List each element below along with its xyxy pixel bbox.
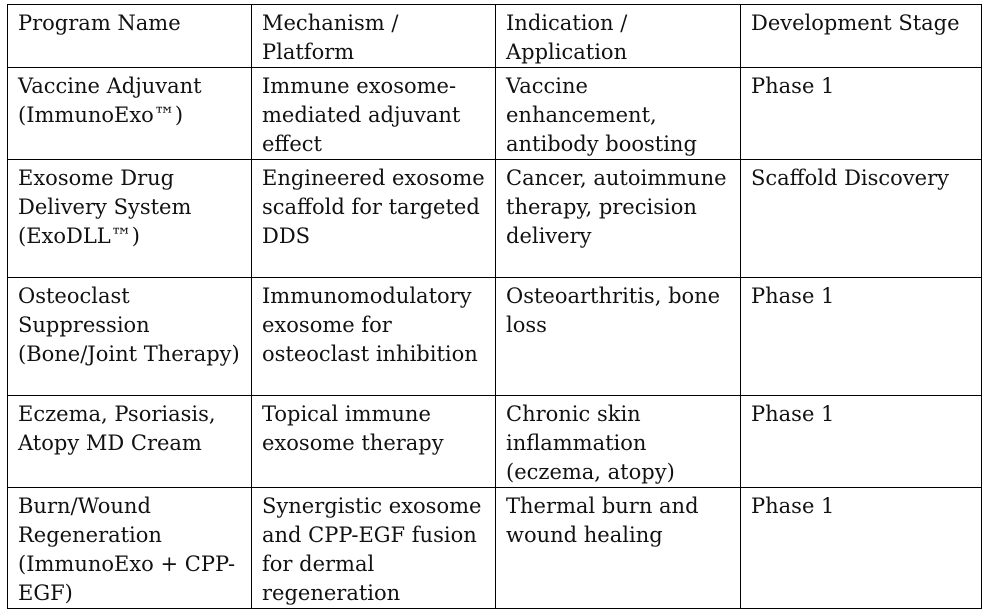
cell-program-name: Osteoclast Suppression (Bone/Joint Therapy) xyxy=(8,278,252,396)
header-mechanism-platform: Mechanism / Platform xyxy=(252,5,496,68)
cell-program-name: Burn/Wound Regeneration (ImmunoExo + CPP-EGF) xyxy=(8,488,252,609)
table-row xyxy=(8,488,982,609)
cell-stage: Phase 1 xyxy=(741,278,982,396)
cell-stage: Phase 1 xyxy=(741,68,982,160)
cell-stage: Phase 1 xyxy=(741,488,982,609)
cell-mechanism: Immune exosome-mediated adjuvant effect xyxy=(252,68,496,160)
cell-program-name: Eczema, Psoriasis, Atopy MD Cream xyxy=(8,396,252,488)
cell-program-name: Vaccine Adjuvant (ImmunoExo™) xyxy=(8,68,252,160)
cell-stage: Scaffold Discovery xyxy=(741,160,982,278)
header-program-name: Program Name xyxy=(8,5,252,68)
cell-mechanism: Engineered exosome scaffold for targeted DDS xyxy=(252,160,496,278)
pipeline-table xyxy=(7,4,982,609)
cell-indication: Chronic skin inflammation (eczema, atopy) xyxy=(496,396,741,488)
table-row xyxy=(8,278,982,396)
cell-indication: Osteoarthritis, bone loss xyxy=(496,278,741,396)
cell-indication: Cancer, autoimmune therapy, precision delivery xyxy=(496,160,741,278)
table-row xyxy=(8,68,982,160)
cell-indication: Vaccine enhancement, antibody boosting xyxy=(496,68,741,160)
table-header-row xyxy=(8,5,982,68)
header-development-stage: Development Stage xyxy=(741,5,982,68)
cell-stage: Phase 1 xyxy=(741,396,982,488)
cell-mechanism: Synergistic exosome and CPP-EGF fusion for dermal regeneration xyxy=(252,488,496,609)
table-row xyxy=(8,396,982,488)
table-row xyxy=(8,160,982,278)
cell-program-name: Exosome Drug Delivery System (ExoDLL™) xyxy=(8,160,252,278)
cell-mechanism: Immunomodulatory exosome for osteoclast inhibition xyxy=(252,278,496,396)
cell-mechanism: Topical immune exosome therapy xyxy=(252,396,496,488)
cell-indication: Thermal burn and wound healing xyxy=(496,488,741,609)
header-indication-application: Indication / Application xyxy=(496,5,741,68)
